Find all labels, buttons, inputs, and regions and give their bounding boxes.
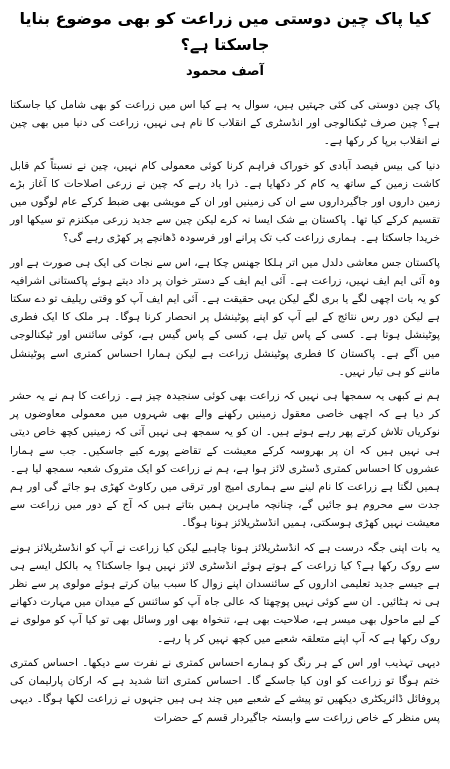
article-paragraph: ہم نے کبھی یہ سمجھا ہی نہیں کہ زراعت بھی کوئی سنجیدہ چیز ہے۔ زراعت کا ہم نے یہ حشر کر دیا ہے کہ اچھی خاصی معقول زمینیں رکھنے والے بھی شہروں میں معمولی معاوضوں پر نوکریاں تلاش کرتے پھر رہے ہوتے ہیں۔ ان کو یہ سمجھ ہی نہیں آتی کہ زمینیں کچھ خاص دیتی ہی نہیں ہیں کہ ان پر بھروسہ کرکے معیشت کے تقاضے پورے کیے جاسکیں۔ جب سے ہمارا عشروں کا احساس کمتری ڈسٹری لائز ہوا ہے، ہم نے زراعت کو ایک متروک شعبہ سمجھ لیا ہے۔ ہمیں لگتا ہے زراعت کا نام لینے سے ہماری امیج اور ترقی میں رکاوٹ کھڑی ہو جائے گی اور ہم جدت سے محروم ہو جائیں گے، چنانچہ ماہرین ہمیں بتاتے ہیں کہ آج کے دور میں زراعت سے معیشت نہیں کھڑی ہوسکتی، ہمیں انڈسٹریلائز ہونا ہوگا۔ [10, 390, 440, 530]
article-paragraph: یہ بات اپنی جگہ درست ہے کہ انڈسٹریلائز ہونا چاہیے لیکن کیا زراعت نے آپ کو انڈسٹریلائز ہونے سے روک رکھا ہے؟ کیا زراعت کے ہوتے ہوئے انڈسٹری لائز نہیں ہوا جاسکتا؟ یہ بالکل ایسے ہی ہے جیسے جدید تعلیمی اداروں کے سائنسدان اپنے زوال کا سبب بیان کرتے ہوئے مولوی پر سے نظر ہی نہ ہٹائیں۔ ان سے کوئی نہیں پوچھتا کہ عالی جاہ آپ کو سائنس کے میدان میں مہارت دکھانے کے لیے ماحول بھی میسر ہے، صلاحیت بھی ہے، تنخواہ بھی اور وسائل بھی تو کیا آپ کو مولوی نے روک رکھا ہے کہ آپ اپنے متعلقہ شعبے میں کچھ نہیں کر پا رہے۔ [10, 541, 440, 645]
article-paragraph: دیہی تہذیب اور اس کے ہر رنگ کو ہمارے احساس کمتری نے نفرت سے دیکھا۔ احساس کمتری ختم ہوگا تو زراعت کو اون کیا جاسکے گا۔ احساس کمتری اتنا شدید ہے کہ ارکان پارلیمان کی پروفائل ڈائریکٹری دیکھیں تو پیشے کے شعبے میں چند ہی ہیں جنہوں نے زراعت لکھا ہوگا۔ دیہی پس منظر کے خاص زراعت سے وابستہ جاگیردار قسم کے حضرات [10, 656, 440, 724]
article-paragraph: دنیا کی بیس فیصد آبادی کو خوراک فراہم کرنا کوئی معمولی کام نہیں، چین نے نسبتاً کم قابل کاشت زمین کے ساتھ یہ کام کر دکھایا ہے۔ ذرا یاد رہے کہ چین نے زرعی اصلاحات کا آغاز بڑے زمین داروں اور جاگیرداروں سے ان کی زمینیں اور ان کے مویشی بھی ضبط کرکے عام لوگوں میں تقسیم کرکے کیا تھا۔ پاکستان بے شک ایسا نہ کرے لیکن چین سے جدید زرعی میکنزم تو سیکھا اور خریدا جاسکتا ہے۔ ہماری زراعت کب تک پرانے اور فرسودہ ڈھانچے پر کھڑی رہے گی؟ [10, 159, 440, 245]
article-body [10, 96, 440, 727]
article-author: آصف محمود [186, 64, 264, 79]
article-headline: کیا پاک چین دوستی میں زراعت کو بھی موضوع بنایا جاسکتا ہے؟ [19, 9, 431, 54]
article-paragraph: پاک چین دوستی کی کئی جہتیں ہیں، سوال یہ ہے کیا اس میں زراعت کو بھی شامل کیا جاسکتا ہے؟ چین صرف ٹیکنالوجی اور انڈسٹری کے انقلاب کا نام ہی نہیں، زراعت کی دنیا میں بھی چین نے انقلاب برپا کر رکھا ہے۔ [10, 99, 440, 148]
article-paragraph: پاکستان جس معاشی دلدل میں اتر ہلکا جھنس چکا ہے، اس سے نجات کی ایک ہی صورت ہے اور وہ آئی ایم ایف نہیں، زراعت ہے۔ آئی ایم ایف کے دستر خوان پر داد دیتے ہوئے پاکستانی اشرافیہ کو یہ بات اچھی لگے یا بری لگے لیکن یہی حقیقت ہے۔ آئی ایم ایف آپ کو وقتی ریلیف تو دے سکتا ہے لیکن دور رس نتائج کے لیے آپ کو اپنے پوٹینشل پر انحصار کرنا ہوگا۔ ہر ملک کا ایک فطری پوٹینشل ہوتا ہے۔ کسی کے پاس تیل ہے، کسی کے پاس گیس ہے، کوئی سائنس اور ٹیکنالوجی میں آگے ہے۔ پاکستان کا فطری پوٹینشل زراعت ہے لیکن ہمارا احساس کمتری اسے پوٹینشل ماننے کو ہی تیار نہیں۔ [10, 256, 440, 378]
